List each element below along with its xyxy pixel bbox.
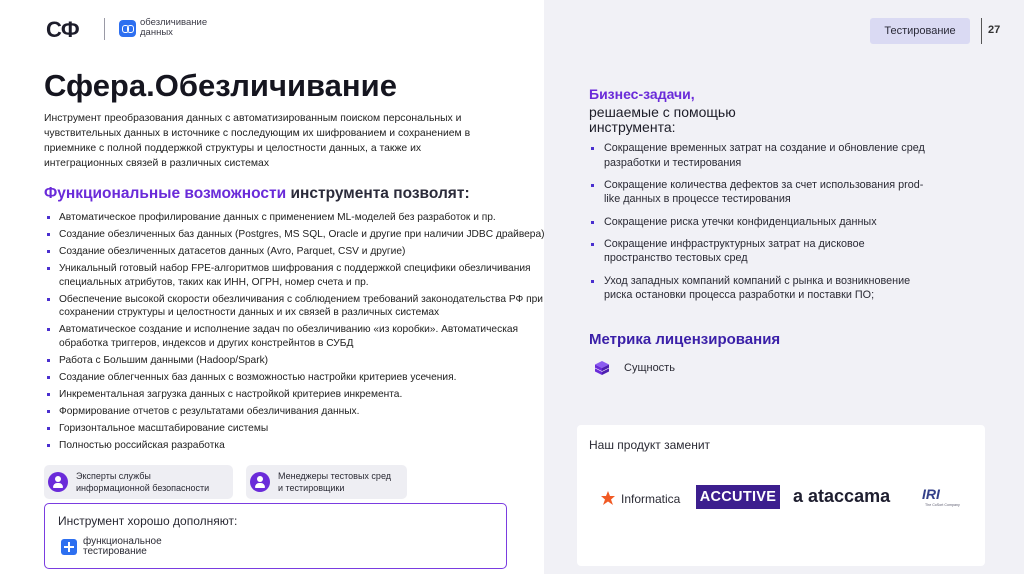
feature-item: Формирование отчетов с результатами обезличивания данных. xyxy=(46,405,551,418)
page-number: 27 xyxy=(988,24,1001,36)
feature-item: Создание облегченных баз данных с возможностью настройки критериев усечения. xyxy=(46,371,551,384)
accutive-logo: ACCUTIVE xyxy=(696,485,780,509)
replacement-title: Наш продукт заменит xyxy=(589,438,711,452)
cube-icon xyxy=(594,360,610,376)
business-task-item: Сокращение количества дефектов за счет использования prod-like данных в процессе тестирования xyxy=(591,178,931,207)
page-title: Сфера.Обезличивание xyxy=(44,68,397,103)
business-task-item: Сокращение инфраструктурных затрат на дисковое пространство тестовых сред xyxy=(591,237,931,266)
sfera-logo: СФ xyxy=(46,17,79,42)
ataccama-logo-mark: a xyxy=(793,486,804,506)
functional-testing-icon xyxy=(61,539,77,555)
feature-item: Полностью российская разработка xyxy=(46,439,551,452)
audience-card-test-managers xyxy=(246,465,407,499)
licensing-metric-value: Сущность xyxy=(624,362,675,374)
feature-item: Работа с Большим данными (Hadoop/Spark) xyxy=(46,354,551,367)
page-number-divider xyxy=(981,18,982,44)
audience-label: Менеджеры тестовых сред и тестировщики xyxy=(278,471,392,493)
iri-logo: IRI xyxy=(922,486,940,502)
feature-item: Автоматическое профилирование данных с применением ML-моделей без разработок и пр. xyxy=(46,211,551,224)
business-task-item: Сокращение временных затрат на создание и обновление сред разработки и тестирования xyxy=(591,141,931,170)
feature-list xyxy=(46,211,551,456)
complement-title: Инструмент хорошо дополняют: xyxy=(58,514,238,528)
informatica-icon xyxy=(601,491,615,505)
business-tasks-title: Бизнес-задачи, xyxy=(589,86,695,102)
feature-item: Уникальный готовый набор FPE-алгоритмов шифрования с поддержкой специфики обезличивания специальных атрибутов, таких как ИНН, ОГРН, номер счета и пр. xyxy=(46,262,551,289)
informatica-logo: Informatica xyxy=(621,492,681,506)
business-tasks-subtitle: решаемые с помощью инструмента: xyxy=(589,104,736,135)
complement-box xyxy=(44,503,507,569)
feature-item: Создание обезличенных датасетов данных (Avro, Parquet, CSV и другие) xyxy=(46,245,551,258)
anonymization-logo-icon xyxy=(119,20,136,37)
feature-item: Создание обезличенных баз данных (Postgres, MS SQL, Oracle и другие при наличии JDBC драйвера) xyxy=(46,228,551,241)
functional-testing-label: функциональное тестирование xyxy=(83,536,162,557)
features-heading xyxy=(44,185,470,203)
features-heading-rest: инструмента позволят: xyxy=(286,185,470,202)
intro-text: Инструмент преобразования данных с автоматизированным поиском персональных и чувствительных данных в источнике с последующим их шифрованием и сохранением в приемнике с полной поддержкой структуры и целостности данных, а также их интеграционных связей в различных системах xyxy=(44,113,471,169)
business-task-item: Сокращение риска утечки конфиденциальных данных xyxy=(591,215,931,230)
audience-card-security-experts xyxy=(44,465,233,499)
feature-item: Автоматическое создание и исполнение задач по обезличиванию «из коробки». Автоматическая обработка триггеров, индексов и других констрейнтов в СУБД xyxy=(46,323,551,350)
audience-label: Эксперты службы информационной безопасности xyxy=(76,471,210,493)
feature-item: Инкрементальная загрузка данных с настройкой критериев инкремента. xyxy=(46,388,551,401)
person-icon xyxy=(250,472,270,492)
replacement-card xyxy=(577,425,985,566)
person-icon xyxy=(48,472,68,492)
features-heading-accent: Функциональные возможности xyxy=(44,185,287,202)
feature-item: Горизонтальное масштабирование системы xyxy=(46,422,551,435)
feature-item: Обеспечение высокой скорости обезличивания с соблюдением требований законодательства РФ при сохранении структуры и целостности данных и их связей в различных системах xyxy=(46,293,551,320)
testing-tag-button[interactable]: Тестирование xyxy=(870,18,970,44)
ataccama-logo-text: ataccama xyxy=(808,486,891,506)
ataccama-logo xyxy=(793,486,890,507)
product-logo-text: обезличивание данных xyxy=(140,17,208,38)
logo-divider xyxy=(104,18,105,40)
iri-logo-subtitle: The CoSort Company xyxy=(925,503,960,507)
licensing-metric-title: Метрика лицензирования xyxy=(589,331,781,348)
business-task-item: Уход западных компаний компаний с рынка и возникновение риска остановки процесса разработки и поставки ПО; xyxy=(591,274,931,303)
business-tasks-list xyxy=(591,141,931,310)
